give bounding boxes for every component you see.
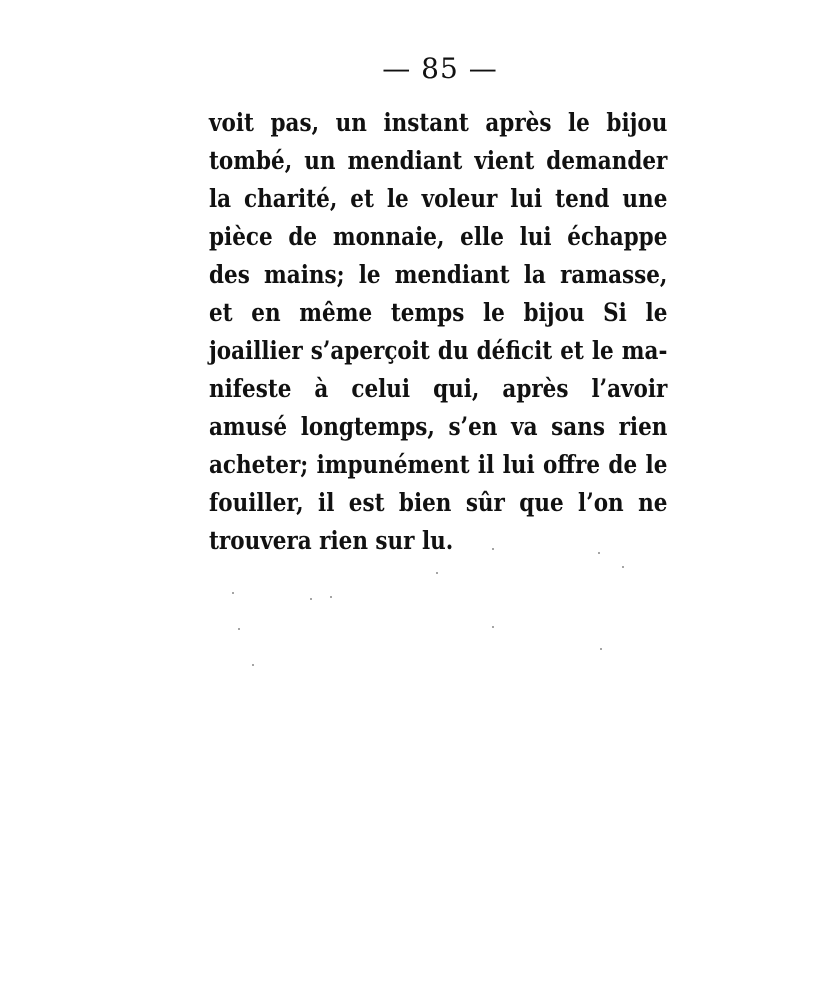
scan-speck <box>600 648 602 650</box>
page-number: — 85 — <box>382 52 498 85</box>
scan-speck <box>232 592 234 594</box>
text-line: joaillier s’aperçoit du déficit et le ma- <box>209 336 668 365</box>
scan-speck <box>252 664 254 666</box>
scan-speck <box>492 548 494 550</box>
scan-speck <box>436 572 438 574</box>
text-line: tombé, un mendiant vient demander <box>209 146 668 175</box>
text-line-last: trouvera rien sur lu. <box>209 526 454 555</box>
text-line: et en même temps le bijou Si le <box>209 298 668 327</box>
text-line: la charité, et le voleur lui tend une <box>209 184 668 213</box>
scan-speck <box>310 598 312 600</box>
scan-speck <box>598 552 600 554</box>
text-line: fouiller, il est bien sûr que l’on ne <box>209 488 668 517</box>
scan-speck <box>622 566 624 568</box>
body-text <box>209 104 667 560</box>
text-line: pièce de monnaie, elle lui échappe <box>209 222 668 251</box>
scan-speck <box>238 628 240 630</box>
text-line: voit pas, un instant après le bijou <box>209 108 668 137</box>
text-line: des mains; le mendiant la ramasse, <box>209 260 668 289</box>
text-line: amusé longtemps, s’en va sans rien <box>209 412 668 441</box>
text-line: acheter; impunément il lui offre de le <box>209 450 668 479</box>
text-line: nifeste à celui qui, après l’avoir <box>209 374 668 403</box>
scan-speck <box>492 626 494 628</box>
scan-speck <box>330 596 332 598</box>
